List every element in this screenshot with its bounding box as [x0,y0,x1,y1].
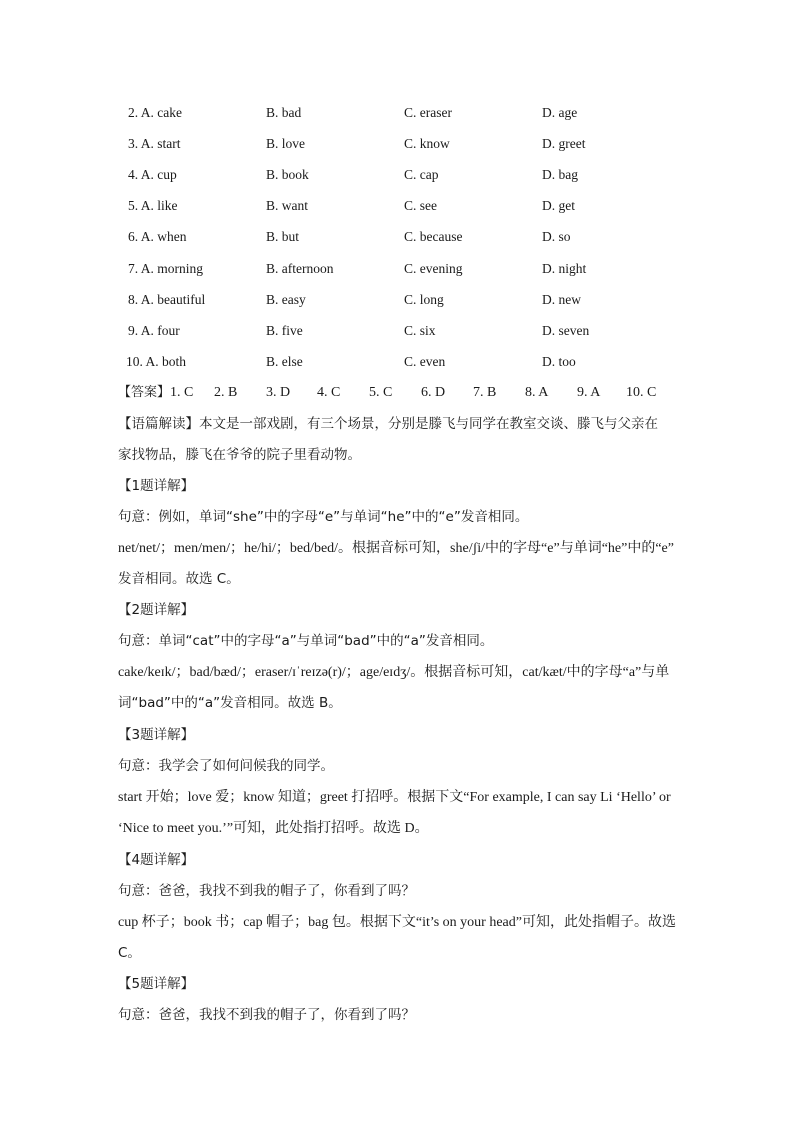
intro-line-2: 家找物品，滕飞在爷爷的院子里看动物。 [118,447,361,463]
answer-item: 3. D [266,385,291,400]
answer-item: 7. B [473,385,497,400]
option-a: 10. A. both [126,354,187,369]
option-b: B. love [266,136,305,151]
passage-intro [118,409,678,471]
option-c: C. six [404,323,436,338]
option-b: B. five [266,323,303,338]
answer-item: 8. A [525,385,549,400]
option-b: B. else [266,354,303,369]
option-b: B. but [266,229,300,244]
section-heading: 【3题详解】 [118,727,195,743]
option-c: C. cap [404,167,439,182]
question-3-explanation [118,720,678,844]
sentence-meaning: 句意：爸爸，我找不到我的帽子了，你看到了吗？ [118,1007,415,1023]
option-c: C. evening [404,261,463,276]
answer-item: 10. C [626,385,657,400]
option-d: D. so [542,229,571,244]
sentence-meaning: 句意：我学会了如何问候我的同学。 [118,758,334,774]
option-d: D. too [542,354,576,369]
option-a: 2. A. cake [128,105,182,120]
answer-item: 2. B [214,385,238,400]
explanation-line: 词“bad”中的“a”发音相同。故选 B。 [118,695,342,711]
option-d: D. greet [542,136,586,151]
option-c: C. long [404,292,444,307]
option-b: B. want [266,198,308,213]
intro-line-1: 本文是一部戏剧，有三个场景，分别是滕飞与同学在教室交谈、滕飞与父亲在 [199,416,658,432]
answer-item: 9. A [577,385,601,400]
option-c: C. even [404,354,446,369]
explanation-line: net/net/；men/men/；he/hi/；bed/bed/。根据音标可知，she/ʃi/中的字母“e”与单词“he”中的“e” [118,541,674,556]
explanation-line: start 开始；love 爱；know 知道；greet 打招呼。根据下文“For example, I can say Li ‘Hello’ or [118,790,671,805]
answer-item: 5. C [369,385,393,400]
option-d: D. bag [542,167,578,182]
sentence-meaning: 句意：爸爸，我找不到我的帽子了，你看到了吗？ [118,883,415,899]
option-a: 7. A. morning [128,261,204,276]
option-c: C. know [404,136,450,151]
option-a: 9. A. four [128,323,180,338]
question-1-explanation [118,471,678,595]
section-heading: 【1题详解】 [118,478,195,494]
option-a: 3. A. start [128,136,181,151]
option-d: D. seven [542,323,590,338]
option-a: 6. A. when [128,229,187,244]
option-b: B. easy [266,292,306,307]
option-c: C. because [404,229,463,244]
answer-item: 6. D [421,385,446,400]
answer-item: 4. C [317,385,341,400]
explanation-line: 发音相同。故选 C。 [118,571,240,587]
explanation-line: C。 [118,945,141,961]
intro-label: 【语篇解读】 [118,416,199,432]
section-heading: 【4题详解】 [118,852,195,868]
question-4-explanation [118,845,678,969]
option-d: D. night [542,261,587,276]
option-b: B. book [266,167,309,182]
explanation-line: cup 杯子；book 书；cap 帽子；bag 包。根据下文“it’s on your head”可知，此处指帽子。故选 [118,915,676,930]
answer-key [118,383,656,403]
answer-label: 【答案】 [118,385,171,400]
option-b: B. bad [266,105,302,120]
explanation-line: cake/keɪk/；bad/bæd/；eraser/ɪˈreɪzə(r)/；age/eɪdʒ/。根据音标可知，cat/kæt/中的字母“a”与单 [118,665,670,680]
question-5-explanation [118,969,678,1031]
option-d: D. age [542,105,578,120]
section-heading: 【2题详解】 [118,602,195,618]
option-d: D. get [542,198,575,213]
option-c: C. eraser [404,105,452,120]
option-b: B. afternoon [266,261,334,276]
explanation-line: ‘Nice to meet you.’”可知，此处指打招呼。故选 D。 [118,821,429,836]
answer-item: 1. C [170,385,194,400]
sentence-meaning: 句意：单词“cat”中的字母“a”与单词“bad”中的“a”发音相同。 [118,633,494,649]
option-a: 8. A. beautiful [128,292,206,307]
option-a: 5. A. like [128,198,178,213]
option-c: C. see [404,198,437,213]
question-2-explanation [118,595,678,719]
option-d: D. new [542,292,581,307]
sentence-meaning: 句意：例如，单词“she”中的字母“e”与单词“he”中的“e”发音相同。 [118,509,529,525]
option-a: 4. A. cup [128,167,177,182]
section-heading: 【5题详解】 [118,976,195,992]
